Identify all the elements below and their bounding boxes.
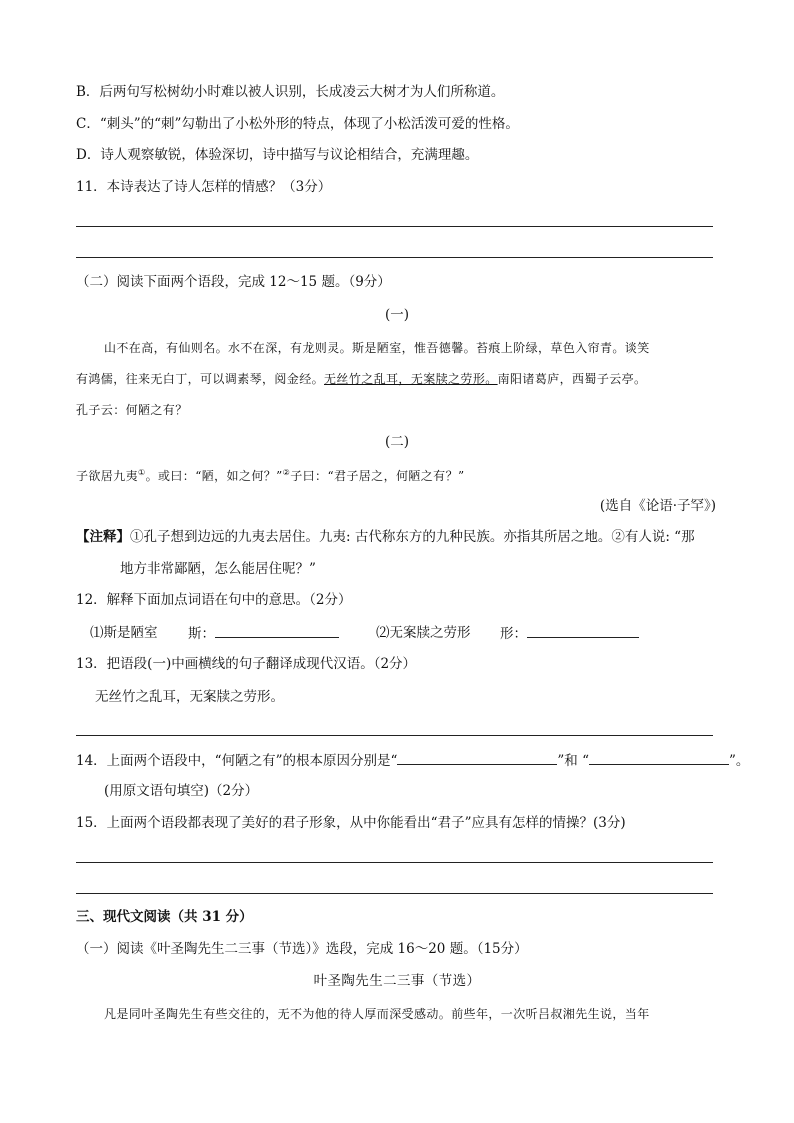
answer-line-11b[interactable] bbox=[76, 257, 713, 258]
footnote-marker-2: ② bbox=[282, 468, 291, 477]
essay-line-1: 凡是同叶圣陶先生有些交往的，无不为他的待人厚而深受感动。前些年，一次听吕叔湘先生说，当年 bbox=[104, 1007, 650, 1021]
question-12-item-1 bbox=[90, 623, 158, 643]
part2-heading: （二）阅读下面两个语段，完成 12～15 题。（9分） bbox=[76, 274, 391, 290]
answer-line-15a[interactable] bbox=[76, 862, 713, 863]
option-d: D．诗人观察敏锐，体验深切，诗中描写与议论相结合，充满理趣。 bbox=[76, 147, 479, 163]
question-14-note: (用原文语句填空)（2分） bbox=[104, 783, 259, 799]
segment-2-title: (二) bbox=[384, 434, 410, 450]
part3-sub-heading: （一）阅读《叶圣陶先生二三事（节选）》选段，完成 16～20 题。（15分） bbox=[76, 941, 528, 957]
question-14-text-a: 14．上面两个语段中，“何陋之有”的根本原因分别是“ bbox=[76, 753, 398, 769]
question-13: 13．把语段(一)中画横线的句子翻译成现代汉语。（2分） bbox=[76, 656, 417, 672]
item-2-word: 形： bbox=[500, 626, 527, 642]
item-1-word: 斯： bbox=[188, 626, 215, 642]
item-1-phrase: ⑴斯是陋室 bbox=[90, 625, 158, 641]
question-13-sentence: 无丝竹之乱耳，无案牍之劳形。 bbox=[95, 689, 284, 705]
question-12-word-2 bbox=[500, 623, 639, 644]
notes-text-1: ①孔子想到边远的九夷去居住。九夷: 古代称东方的九种民族。亦指其所居之地。②有人说: “那 bbox=[130, 529, 695, 545]
answer-line-11a[interactable] bbox=[76, 226, 713, 227]
notes-line-2: 地方非常鄙陋，怎么能居住呢？” bbox=[120, 561, 316, 577]
question-15: 15．上面两个语段都表现了美好的君子形象，从中你能看出“君子”应具有怎样的情操？(3分) bbox=[76, 815, 626, 831]
answer-line-13[interactable] bbox=[76, 735, 713, 736]
segment-1-line-1: 山不在高，有仙则名。水不在深，有龙则灵。斯是陋室，惟吾德馨。苔痕上阶绿，草色入帘青。谈笑 bbox=[104, 341, 650, 355]
underlined-sentence: 无丝竹之乱耳，无案牍之劳形。 bbox=[324, 372, 498, 386]
question-12-item-2: ⑵无案牍之劳形 bbox=[376, 625, 471, 641]
question-14 bbox=[76, 750, 749, 771]
segment-1-line-2-text-a: 有鸿儒，往来无白丁，可以调素琴，阅金经。 bbox=[76, 372, 325, 386]
source-citation: (选自《论语·子罕》) bbox=[599, 498, 716, 514]
segment-2-text-c: 子曰：“君子居之，何陋之有？” bbox=[290, 469, 465, 483]
question-14-text-b: ”和 “ bbox=[557, 753, 589, 769]
blank-12-1[interactable] bbox=[215, 623, 339, 638]
option-b: B．后两句写松树幼小时难以被人识别，长成凌云大树才为人们所称道。 bbox=[76, 84, 505, 100]
blank-14-2[interactable] bbox=[589, 750, 729, 765]
blank-14-1[interactable] bbox=[397, 750, 557, 765]
segment-2-text-a: 子欲居九夷 bbox=[76, 469, 139, 483]
question-11: 11．本诗表达了诗人怎样的情感？（3分） bbox=[76, 179, 332, 195]
notes-line-1 bbox=[76, 527, 695, 547]
question-12: 12．解释下面加点词语在句中的意思。（2分） bbox=[76, 592, 352, 608]
question-14-text-c: ”。 bbox=[729, 753, 750, 769]
segment-1-line-2 bbox=[76, 369, 646, 389]
question-12-word-1 bbox=[188, 623, 339, 644]
footnote-marker-1: ① bbox=[138, 468, 146, 477]
answer-line-15b[interactable] bbox=[76, 893, 713, 894]
segment-1-line-2-text-b: 南阳诸葛庐，西蜀子云亭。 bbox=[497, 372, 647, 386]
option-c: C．“刺头”的“刺”勾勒出了小松外形的特点，体现了小松活泼可爱的性格。 bbox=[76, 116, 519, 132]
segment-1-title: (一) bbox=[384, 307, 410, 323]
notes-label: 【注释】 bbox=[76, 529, 130, 545]
essay-title: 叶圣陶先生二三事（节选） bbox=[313, 973, 481, 989]
part3-heading: 三、现代文阅读（共 31 分） bbox=[76, 909, 253, 925]
blank-12-2[interactable] bbox=[527, 623, 639, 638]
segment-1-line-3: 孔子云：何陋之有？ bbox=[76, 403, 188, 417]
segment-2-text bbox=[76, 463, 465, 486]
segment-2-text-b: 。或曰：“陋，如之何？” bbox=[145, 469, 283, 483]
